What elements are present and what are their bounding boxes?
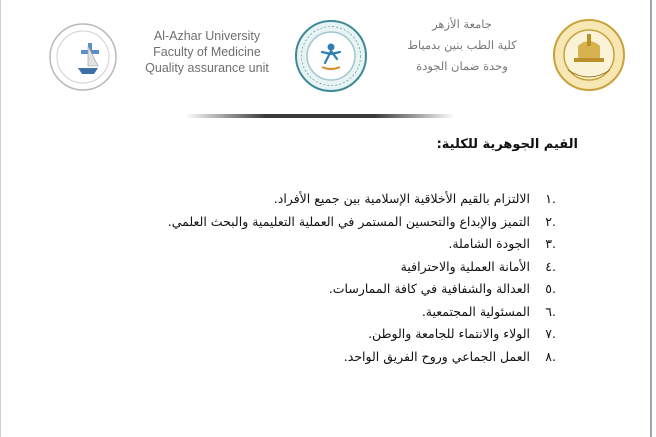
- core-values-list: [86, 188, 556, 368]
- header-divider: [185, 114, 455, 118]
- list-item: [86, 346, 556, 369]
- item-number: .٨: [545, 348, 556, 364]
- faculty-name-en: Faculty of Medicine: [153, 45, 261, 59]
- university-name-ar: جامعة الأزهر: [432, 17, 492, 31]
- item-number: .٥: [545, 281, 556, 296]
- item-text: العدالة والشفافية في كافة الممارسات.: [328, 281, 531, 296]
- unit-name-en: Quality assurance unit: [145, 61, 269, 75]
- al-azhar-university-seal-icon: [552, 18, 626, 92]
- core-values-title: القيم الجوهرية للكلية:: [436, 137, 578, 152]
- list-item: [86, 278, 556, 301]
- quality-unit-seal-icon: [294, 19, 368, 93]
- item-text: الجودة الشاملة.: [448, 236, 531, 251]
- item-text: الأمانة العملية والاحترافية: [400, 258, 531, 274]
- list-item: [86, 233, 556, 256]
- item-text: الولاء والانتماء للجامعة والوطن.: [368, 326, 531, 341]
- list-item: [86, 323, 556, 346]
- item-number: .٣: [545, 236, 556, 251]
- item-text: العمل الجماعي وروح الفريق الواحد.: [343, 348, 531, 364]
- english-header: [140, 28, 274, 76]
- item-text: المسئولية المجتمعية.: [421, 303, 531, 319]
- item-number: .٧: [545, 326, 556, 341]
- list-item: [86, 211, 556, 234]
- crescent-emblem-icon: [48, 22, 118, 92]
- item-number: .٦: [545, 303, 556, 319]
- item-text: التميز والإبداع والتحسين المستمر في العملية التعليمية والبحث العلمي.: [167, 213, 531, 229]
- item-text: الالتزام بالقيم الأخلاقية الإسلامية بين جميع الأفراد.: [273, 191, 531, 206]
- unit-name-ar: وحدة ضمان الجودة: [416, 59, 508, 73]
- item-number: .٢: [545, 213, 556, 229]
- list-item: [86, 256, 556, 279]
- item-number: .١: [545, 191, 556, 206]
- arabic-header: [382, 14, 542, 77]
- faculty-name-ar: كلية الطب بنين بدمياط: [407, 38, 517, 52]
- item-number: .٤: [545, 258, 556, 274]
- list-item: [86, 188, 556, 211]
- list-item: [86, 301, 556, 324]
- university-name-en: Al-Azhar University: [153, 29, 261, 43]
